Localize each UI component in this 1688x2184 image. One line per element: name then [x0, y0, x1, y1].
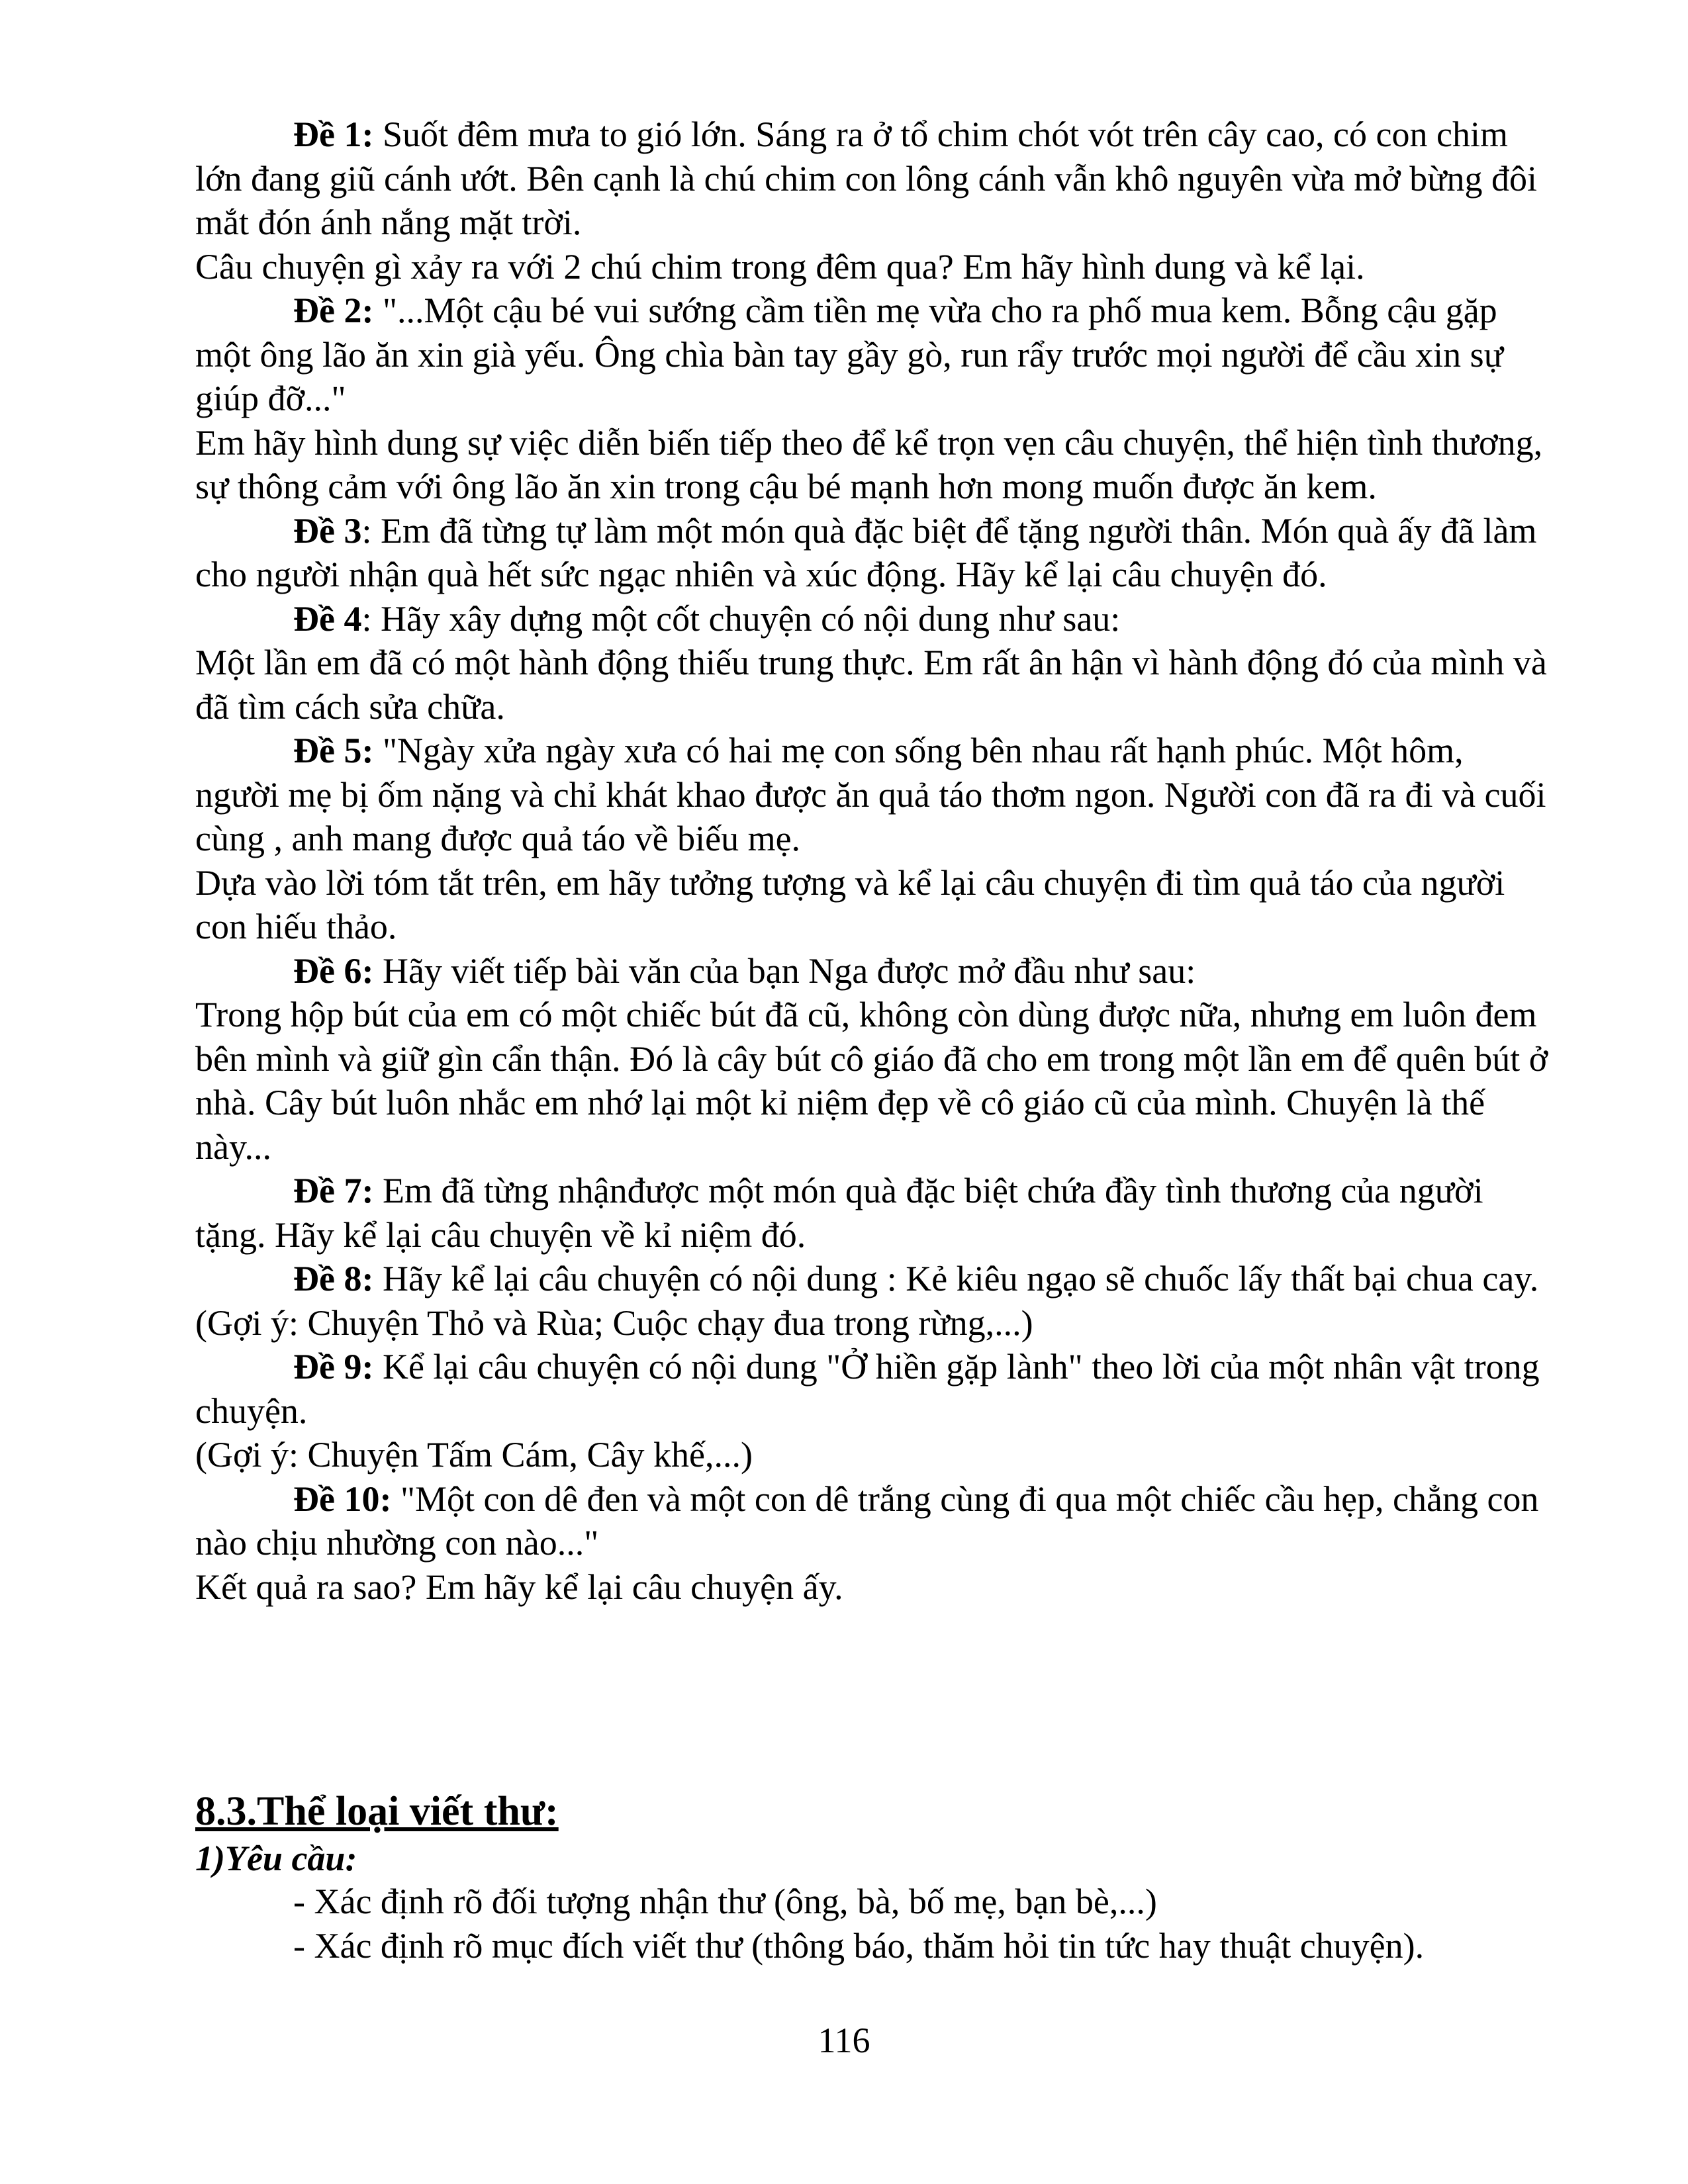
prompt-text: Suốt đêm mưa to gió lớn. Sáng ra ở tổ chim chót vót trên cây cao, có con chim lớn đang giũ cánh ướt. Bên cạnh là chú chim con lông cánh vẫn khô nguyên vừa mở bừng đôi mắt đón ánh nắng mặt trời. — [195, 114, 1538, 242]
requirements-subheading: 1)Yêu cầu: — [195, 1839, 357, 1878]
prompt-9-hint: (Gợi ý: Chuyện Tấm Cám, Cây khế,...) — [195, 1435, 753, 1475]
prompt-7 — [195, 1169, 1552, 1257]
prompt-2-followup: Em hãy hình dung sự việc diễn biến tiếp theo để kể trọn vẹn câu chuyện, thể hiện tình thương, sự thông cảm với ông lão ăn xin trong cậu bé mạnh hơn mong muốn được ăn kem. — [195, 422, 1543, 506]
prompt-9 — [195, 1345, 1552, 1433]
page-number: 116 — [818, 2021, 870, 2060]
prompt-1-followup: Câu chuyện gì xảy ra với 2 chú chim trong đêm qua? Em hãy hình dung và kể lại. — [195, 246, 1365, 287]
prompt-4 — [195, 597, 1552, 641]
prompt-label: Đề 10: — [293, 1479, 392, 1519]
prompt-text: "Một con dê đen và một con dê trắng cùng đi qua một chiếc cầu hẹp, chẳng con nào chịu nhường con nào..." — [195, 1479, 1539, 1563]
prompt-text: "...Một cậu bé vui sướng cầm tiền mẹ vừa cho ra phố mua kem. Bỗng cậu gặp một ông lão ăn xin già yếu. Ông chìa bàn tay gầy gò, run rẩy trước mọi người để cầu xin sự giúp đỡ..." — [195, 291, 1503, 418]
prompt-label: Đề 5: — [293, 731, 374, 770]
prompt-text: Em đã từng nhậnđược một món quà đặc biệt chứa đầy tình thương của người tặng. Hãy kể lại câu chuyện về kỉ niệm đó. — [195, 1171, 1483, 1255]
prompt-label: Đề 6: — [293, 950, 374, 991]
prompt-2 — [195, 289, 1552, 421]
prompt-10 — [195, 1477, 1552, 1565]
prompt-text: : Hãy xây dựng một cốt chuyện có nội dung như sau: — [361, 598, 1121, 639]
section-heading: 8.3.Thể loại viết thư: — [195, 1789, 559, 1834]
prompt-8 — [195, 1257, 1552, 1301]
prompt-label: Đề 9: — [293, 1347, 374, 1387]
prompt-10-followup: Kết quả ra sao? Em hãy kể lại câu chuyện ấy. — [195, 1567, 843, 1607]
prompt-label: Đề 1: — [293, 114, 374, 154]
prompt-label: Đề 8: — [293, 1259, 374, 1298]
prompt-4-followup: Một lần em đã có một hành động thiếu trung thực. Em rất ân hận vì hành động đó của mình và đã tìm cách sửa chữa. — [195, 643, 1547, 727]
requirements-list — [293, 1880, 1551, 1968]
prompt-1 — [195, 113, 1552, 245]
prompt-6 — [195, 949, 1552, 993]
prompt-text: "Ngày xửa ngày xưa có hai mẹ con sống bên nhau rất hạnh phúc. Một hôm, người mẹ bị ốm nặng và chỉ khát khao được ăn quả táo thơm ngon. Người con đã ra đi và cuối cùng , anh mang được quả táo về biếu mẹ. — [195, 731, 1546, 858]
prompt-label: Đề 3 — [293, 510, 362, 551]
prompt-3 — [195, 509, 1552, 597]
prompt-8-hint: (Gợi ý: Chuyện Thỏ và Rùa; Cuộc chạy đua trong rừng,...) — [195, 1302, 1033, 1343]
prompt-label: Đề 7: — [293, 1171, 374, 1210]
prompt-text: Hãy viết tiếp bài văn của bạn Nga được mở đầu như sau: — [373, 950, 1196, 991]
prompt-6-followup: Trong hộp bút của em có một chiếc bút đã cũ, không còn dùng được nữa, nhưng em luôn đem bên mình và giữ gìn cẩn thận. Đó là cây bút cô giáo đã cho em trong một lần em để quên bút ở nhà. Cây bút luôn nhắc em nhớ lại một kỉ niệm đẹp về cô giáo cũ của mình. Chuyện là thế này... — [195, 995, 1548, 1167]
prompt-label: Đề 4 — [293, 598, 362, 639]
prompt-5-followup: Dựa vào lời tóm tắt trên, em hãy tưởng tượng và kể lại câu chuyện đi tìm quả táo của người con hiếu thảo. — [195, 862, 1505, 946]
prompt-text: Kể lại câu chuyện có nội dung "Ở hiền gặp lành" theo lời của một nhân vật trong chuyện. — [195, 1347, 1540, 1431]
writing-prompts — [195, 113, 1552, 1609]
prompt-text: Hãy kể lại câu chuyện có nội dung : Kẻ kiêu ngạo sẽ chuốc lấy thất bại chua cay. — [373, 1259, 1539, 1298]
requirement-item: - Xác định rõ mục đích viết thư (thông báo, thăm hỏi tin tức hay thuật chuyện). — [293, 1925, 1425, 1966]
prompt-text: : Em đã từng tự làm một món quà đặc biệt để tặng người thân. Món quà ấy đã làm cho người nhận quà hết sức ngạc nhiên và xúc động. Hãy kể lại câu chuyện đó. — [195, 510, 1537, 594]
prompt-5 — [195, 729, 1552, 861]
prompt-label: Đề 2: — [293, 291, 374, 330]
requirement-item: - Xác định rõ đối tượng nhận thư (ông, bà, bố mẹ, bạn bè,...) — [293, 1882, 1157, 1921]
